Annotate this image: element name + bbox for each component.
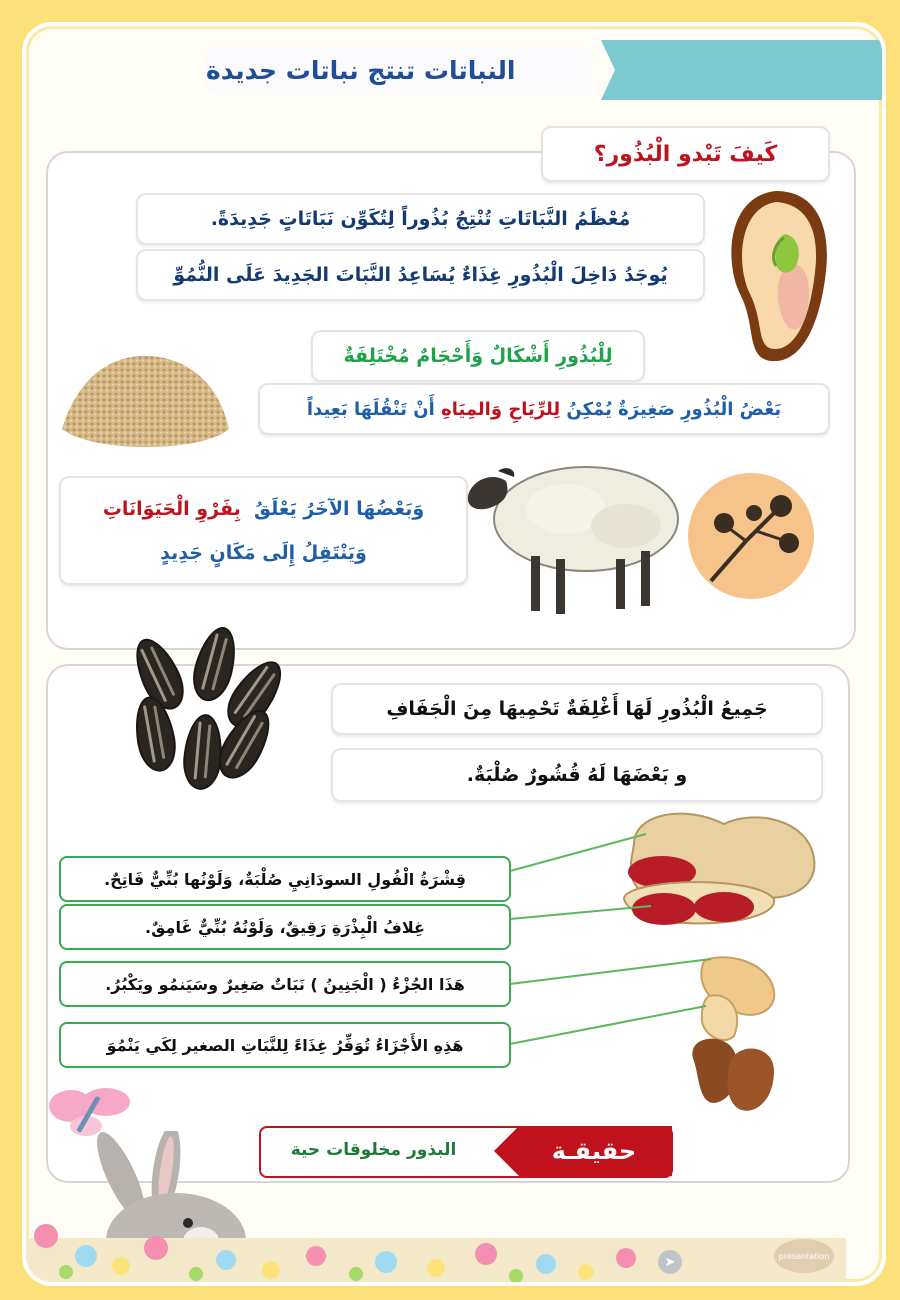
page-title: النباتات تنتج نباتات جديدة (206, 46, 591, 94)
text-line-6: وَيَنْتَقِلُ إِلَى مَكَانٍ جَدِيدٍ (160, 541, 367, 564)
coat-text-1: جَمِيعُ الْبُذُورِ لَهَا أَغْلِفَةٌ تَحْمِيهَا مِنَ الْجَفَافِ (331, 683, 823, 735)
text-line-4-d: أَنْ تَنْقُلَهَا بَعِيداً (306, 398, 435, 420)
footer-brand-logo: presentation (774, 1239, 834, 1273)
text-line-5-b: بِفَرْوِ الْحَيَوَانَاتِ (102, 497, 241, 520)
label-connector-lines (26, 26, 882, 1282)
text-line-4-c: وَالمِيَاهِ (441, 398, 503, 420)
text-line-5-a: وَبَعْضُهَا الآخَرُ يَعْلَقُ (253, 497, 425, 520)
peanut-label-shell: قِشْرَةُ الْفُولِ السودَانِيِ صُلْبَةٌ، وَلَوْنُها بُنِّيٌّ فَاتِحٌ. (59, 856, 511, 902)
fact-label: حقيقـة (551, 1137, 637, 1165)
text-line-1: مُعْظَمُ النَّبَاتَاتِ تُنْتِجُ بُذُوراً لِتُكَوِّن نَبَاتَاتٍ جَدِيدَةً. (136, 193, 705, 245)
text-line-2: يُوجَدُ دَاخِلَ الْبُذُورِ غِذَاءٌ يُسَاعِدُ النَّبَاتَ الجَدِيدَ عَلَى النُّمُوِّ (136, 249, 705, 301)
peanut-label-cotyledons: هَذِهِ الأَجْزَاءُ تُوَفِّرُ غِذَاءً لِلنَّبَاتِ الصغير لِكَي يَنْمُوَ (59, 1022, 511, 1068)
peanut-label-seed-coat: غِلافُ الْبِذْرَةِ رَقِيقٌ، وَلَوْنُهُ بُنِّيٌّ غَامِقٌ. (59, 904, 511, 950)
text-line-4-b: لِلرِّيَاحِ (508, 398, 561, 420)
text-line-3: لِلْبُذُورِ أَشْكَالٌ وَأَحْجَامٌ مُخْتَلِفَةٌ (311, 330, 645, 382)
text-line-4-a: بَعْضُ الْبُذُورِ صَغِيرَةٌ يُمْكِنُ (566, 398, 782, 420)
peanut-label-embryo: هَذَا الجُزْءُ ( الْجَنِينُ ) نَبَاتٌ صَغِيرٌ وسَيَنمُو ويَكْبُرُ. (59, 961, 511, 1007)
flowers-decoration (26, 1176, 846, 1286)
telegram-icon[interactable]: ➤ (658, 1250, 682, 1274)
page-card (22, 22, 886, 1286)
section-heading: كَيفَ تَبْدو الْبُذُور؟ (541, 126, 830, 182)
fact-text: البذور مخلوقات حية (290, 1140, 457, 1160)
coat-text-2: و بَعْضَهَا لَهُ قُشُورٌ صُلْبَةٌ. (331, 748, 823, 802)
